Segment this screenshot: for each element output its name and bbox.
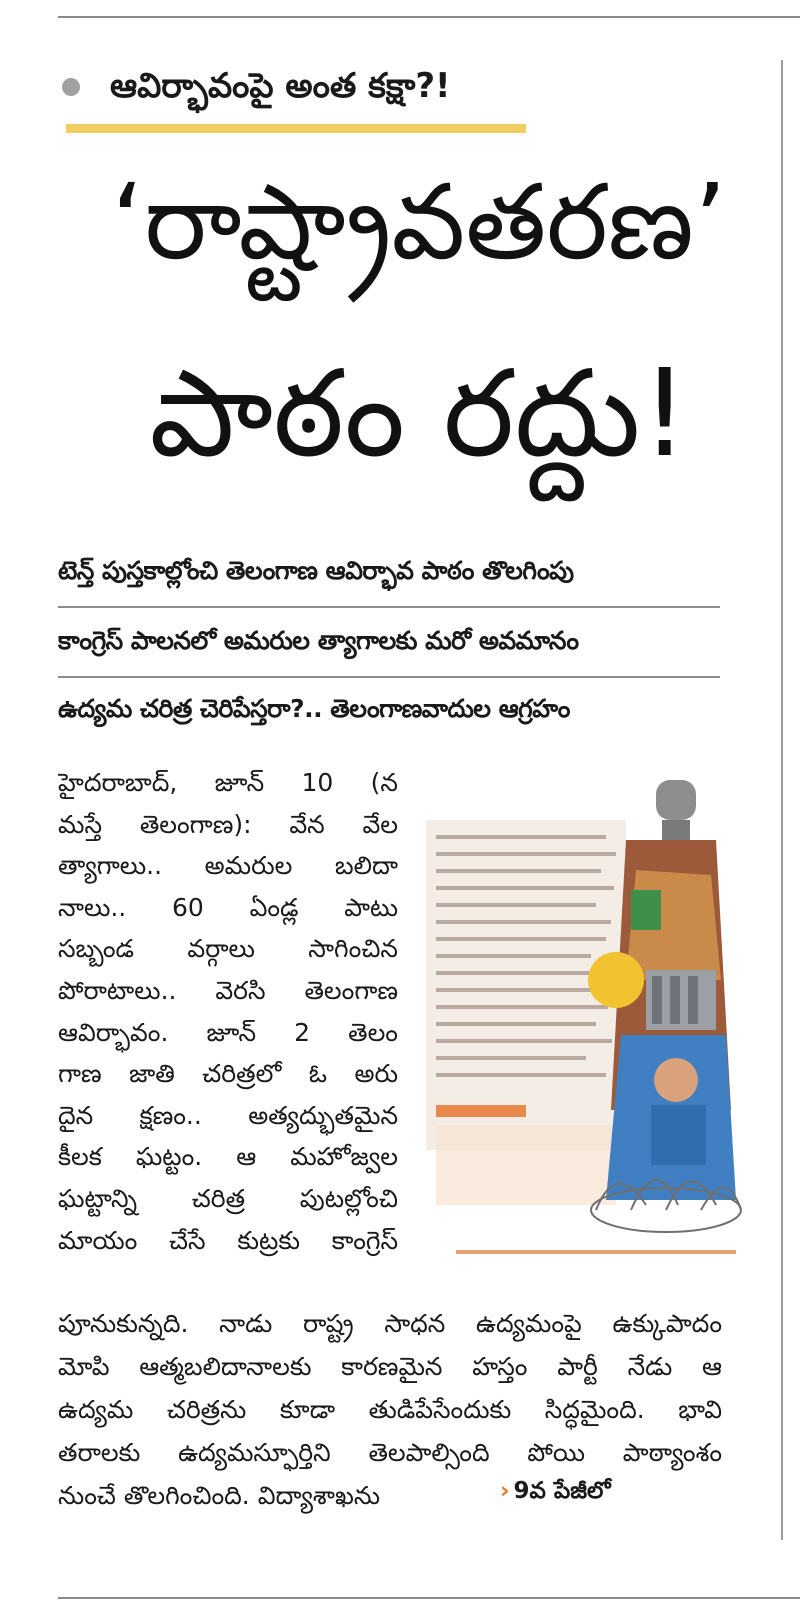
kicker-text: ఆవిర్భావంపై అంత కక్షా?! [110, 66, 451, 106]
body-line: పూనుకున్నది. నాడు రాష్ట్ర సాధన ఉద్యమంపై ఉక్కుపాదం [58, 1309, 722, 1338]
kicker [58, 58, 538, 138]
chevron-right-icon: › [500, 1478, 510, 1504]
body-line: మస్తే తెలంగాణ): వేన వేల [58, 809, 398, 839]
textbook-collage-illustration [416, 780, 746, 1270]
body-line: ఆవిర్భావం. జూన్ 2 తెలం [58, 1017, 398, 1047]
body-line: దైన క్షణం.. అత్యద్భుతమైన [58, 1100, 398, 1130]
body-line: మోపి ఆత్మబలిదానాలకు కారణమైన హస్తం పార్టీ నేడు ఆ [58, 1352, 722, 1381]
headline-line-1: ‘రాష్ట్రావతరణ’ [111, 161, 727, 283]
deck-2: కాంగ్రెస్ పాలనలో అమరుల త్యాగాలకు మరో అవమానం [58, 626, 579, 655]
body-line: కీలక ఘట్టం. ఆ మహోజ్వల [58, 1142, 398, 1172]
deck-1: టెన్త్ పుస్తకాల్లోంచి తెలంగాణ ఆవిర్భావ పాఠం తొలగింపు [58, 556, 574, 585]
body-line: నుంచే తొలగించింది. విద్యాశాఖను [58, 1481, 381, 1510]
kicker-bullet-icon [62, 78, 80, 96]
top-rule [58, 16, 800, 18]
body-line: ఉద్యమ చరిత్రను కూడా తుడిపేసేందుకు సిద్ధమైంది. భావి [58, 1395, 722, 1424]
kicker-underline [66, 124, 526, 133]
continued-page-label: 9వ పేజీలో [513, 1478, 611, 1504]
article-body-wide [58, 1302, 722, 1517]
column-rule [781, 60, 783, 1540]
body-line: నాలు.. 60 ఏండ్ల పాటు [58, 892, 398, 922]
headline-line-2: పాఠం రద్దు! [149, 345, 689, 484]
bottom-rule [58, 1597, 800, 1599]
deck-separator [58, 606, 720, 608]
continued-page-link[interactable] [500, 1478, 611, 1510]
body-line: గాణ జాతి చరిత్రలో ఓ అరు [58, 1059, 398, 1089]
body-line: పోరాటాలు.. వెరసి తెలంగాణ [58, 975, 398, 1005]
article-body-narrow [58, 762, 398, 1261]
body-line: హైదరాబాద్, జూన్ 10 (న [58, 768, 398, 797]
body-line: సబ్బండ వర్గాలు సాగించిన [58, 934, 398, 964]
deck-3: ఉద్యమ చరిత్ర చెరిపేస్తరా?.. తెలంగాణవాదుల ఆగ్రహం [58, 694, 570, 723]
body-line: ఘట్టాన్ని చరిత్ర పుటల్లోంచి [58, 1183, 398, 1213]
deck-separator [58, 676, 720, 678]
body-line: మాయం చేసే కుట్రకు కాంగ్రెస్ [58, 1225, 398, 1255]
body-line: త్యాగాలు.. అమరుల బలిదా [58, 851, 398, 881]
body-line: తరాలకు ఉద్యమస్ఫూర్తిని తెలపాల్సింది పోయి పాఠ్యాంశం [58, 1438, 722, 1467]
